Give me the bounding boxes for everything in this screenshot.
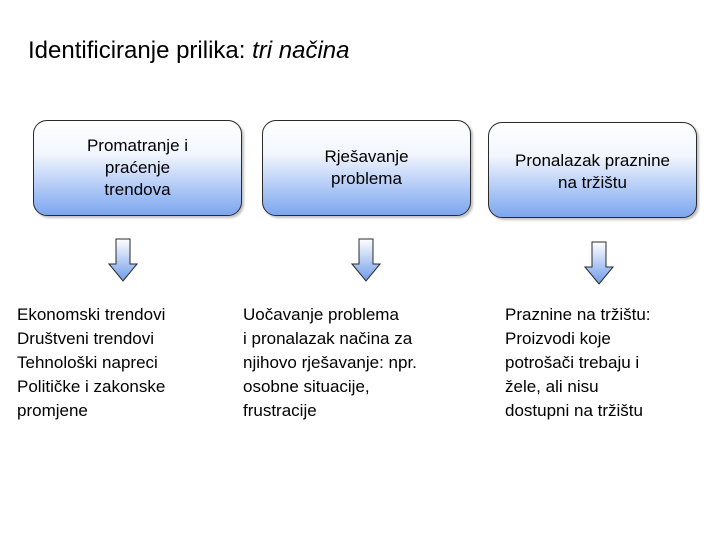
method-box-problem-solving-label: Rješavanje problema xyxy=(324,147,409,188)
method-box-trends xyxy=(33,120,242,216)
down-arrow-icon xyxy=(351,238,381,282)
title-emphasis: tri načina xyxy=(252,37,350,64)
method-box-market-gap xyxy=(488,122,697,218)
description-trends: Ekonomski trendovi Društveni trendovi Tehnološki napreci Političke i zakonske promjene xyxy=(17,305,166,420)
page-title xyxy=(28,37,350,65)
title-main: Identificiranje prilika: xyxy=(28,37,253,64)
description-market-gap: Praznine na tržištu: Proizvodi koje potrošači trebaju i žele, ali nisu dostupni na tržištu xyxy=(505,305,651,420)
down-arrow-icon xyxy=(108,238,138,282)
method-box-market-gap-label: Pronalazak praznine na tržištu xyxy=(515,151,670,192)
method-box-problem-solving xyxy=(262,120,471,216)
method-box-trends-label: Promatranje i praćenje trendova xyxy=(86,136,189,199)
down-arrow-icon xyxy=(584,241,614,285)
description-problem-solving: Uočavanje problema i pronalazak načina za njihovo rješavanje: npr. osobne situacije, frustracije xyxy=(243,305,417,420)
